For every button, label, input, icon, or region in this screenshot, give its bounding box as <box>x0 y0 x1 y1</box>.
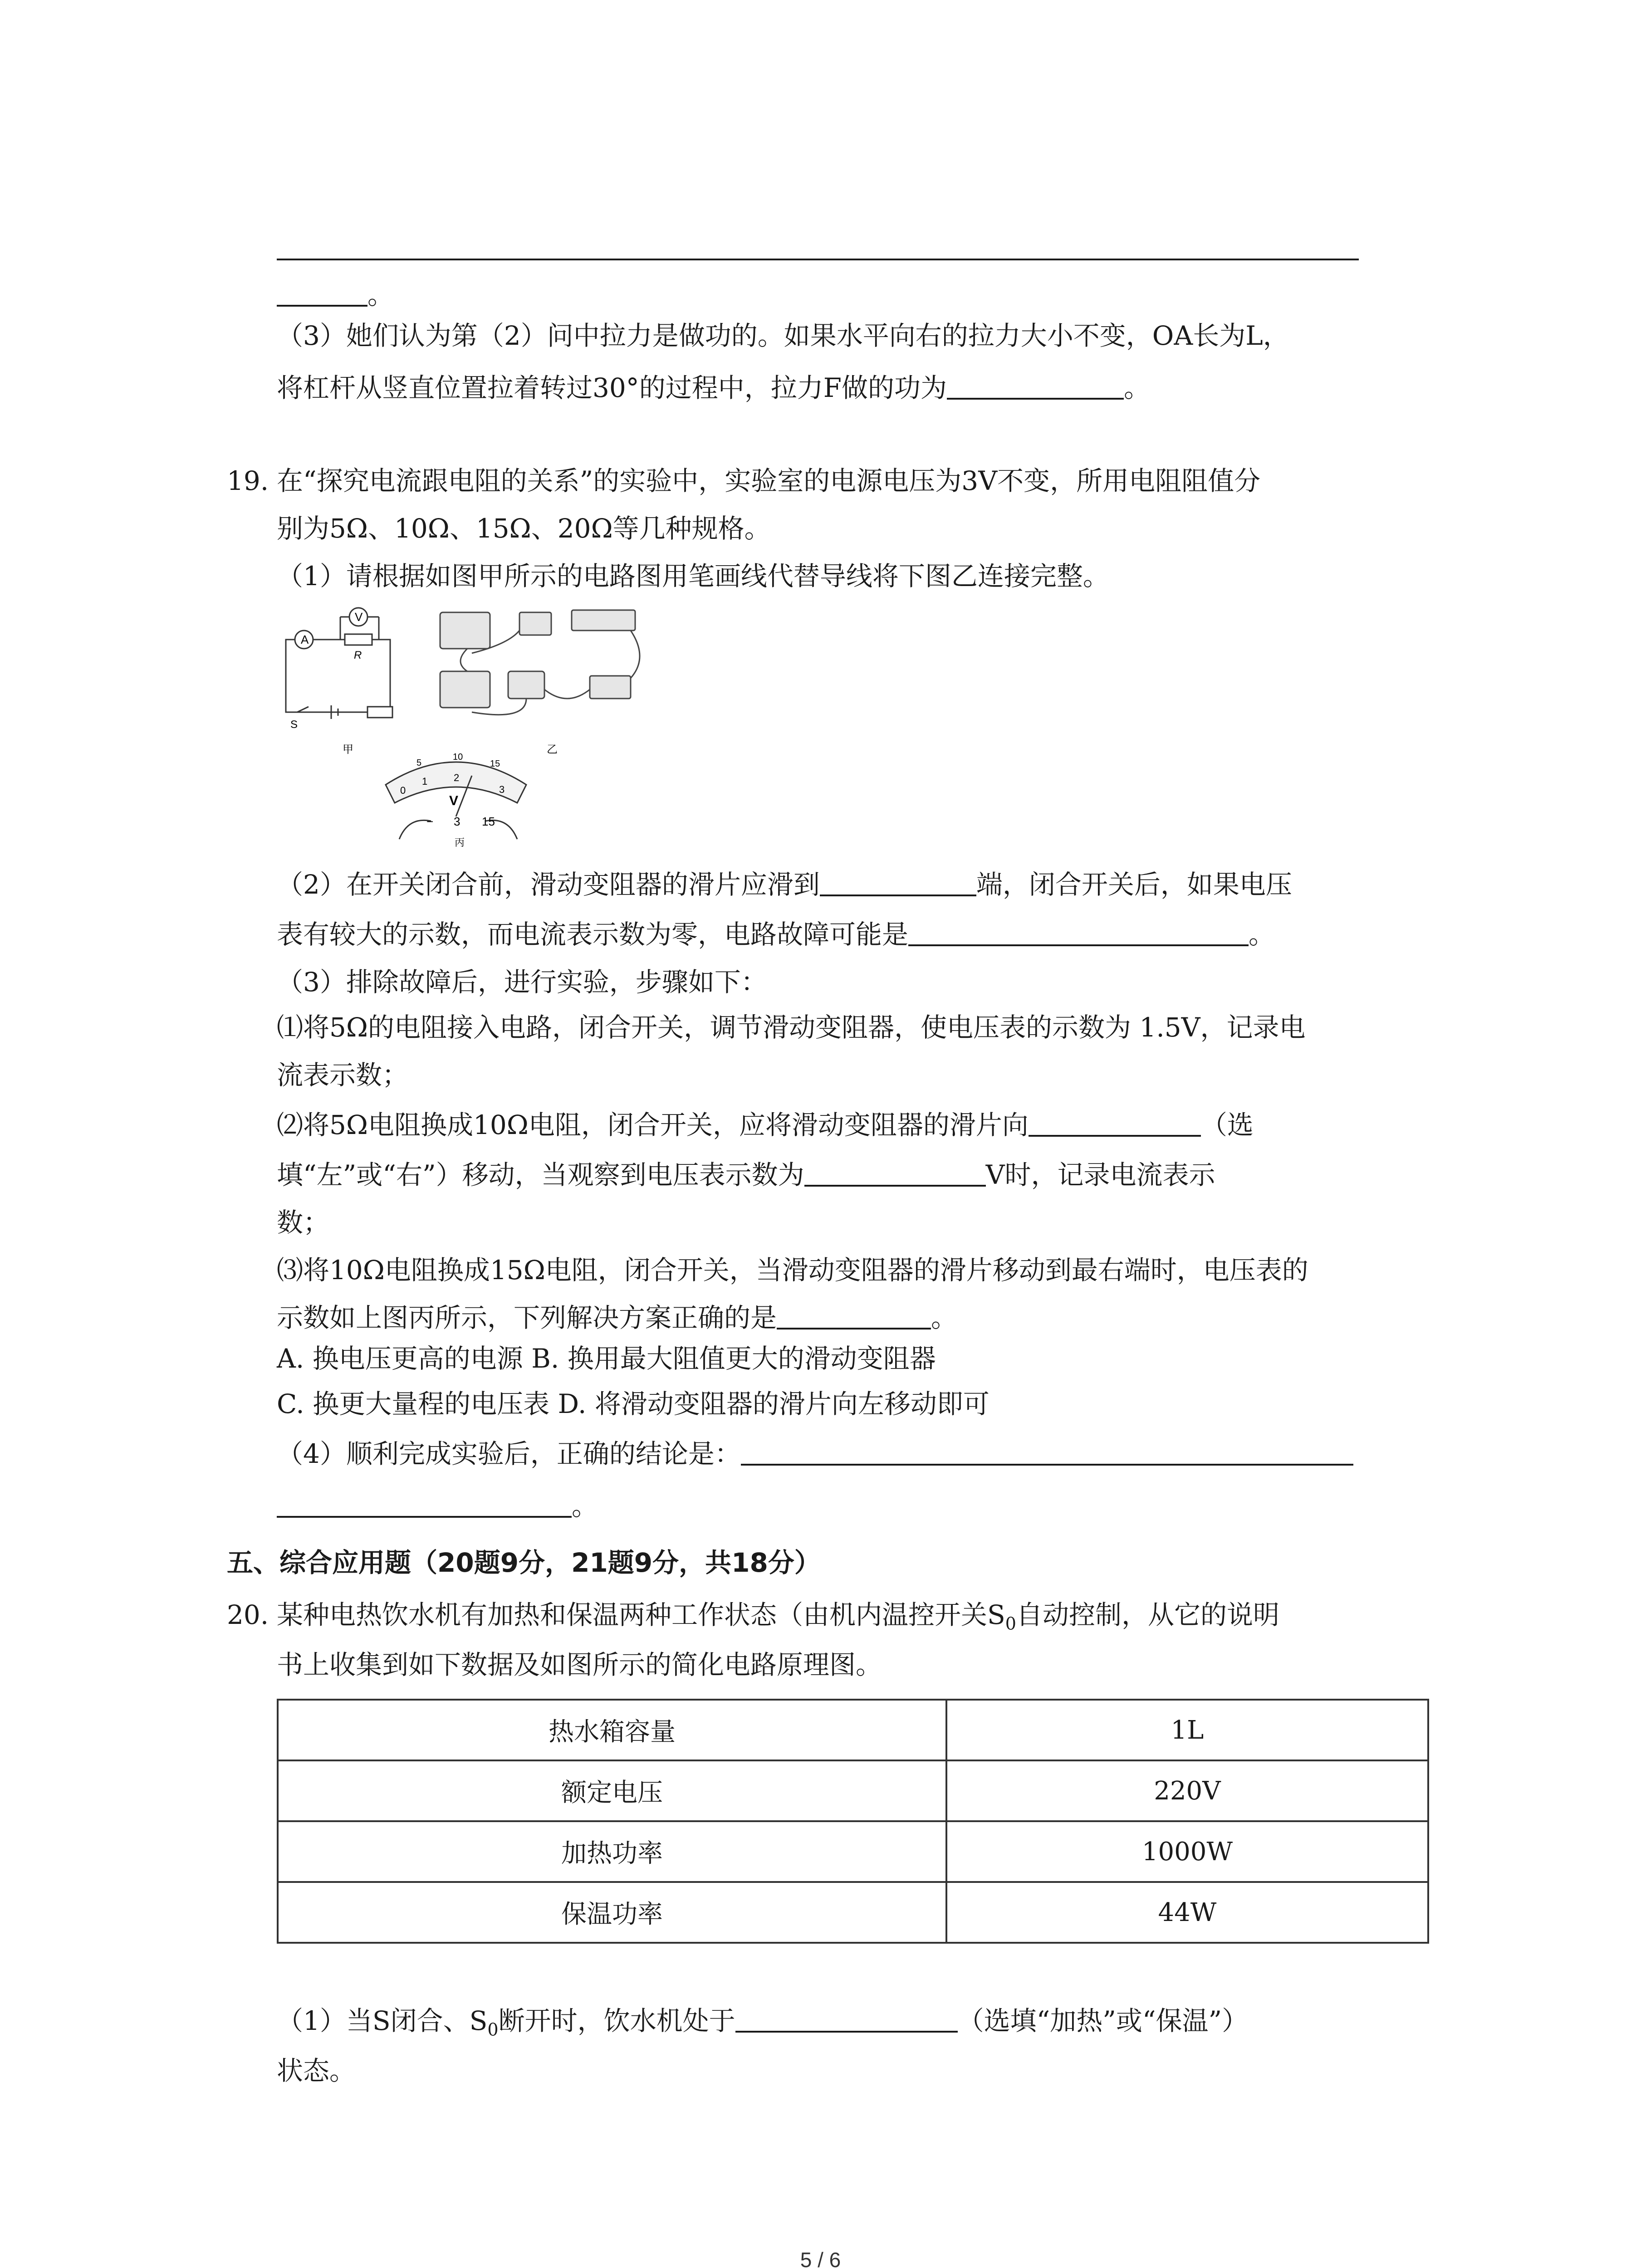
answer-blank <box>735 2003 958 2033</box>
question-number: 20. <box>227 1599 269 1630</box>
table-cell-value: 1000W <box>946 1821 1428 1882</box>
circuit-figure <box>272 603 644 857</box>
circuit-diagram-jia <box>286 608 392 719</box>
answer-blank <box>804 1157 986 1187</box>
figure-label-jia: 甲 <box>343 743 353 756</box>
equipment-photo-yi <box>440 610 640 715</box>
dial-scale-0: 0 <box>400 785 406 796</box>
section-heading: 五、综合应用题（20题9分，21题9分，共18分） <box>227 1547 821 1578</box>
q19-step3-line2: 示数如上图丙所示，下列解决方案正确的是 。 <box>277 1300 957 1336</box>
q19-part2-line1: （2）在开关闭合前，滑动变阻器的滑片应滑到 端，闭合开关后，如果电压 <box>277 866 1292 903</box>
q19-options-line2: C. 换更大量程的电压表 D. 将滑动变阻器的滑片向左移动即可 <box>277 1388 989 1419</box>
table-row <box>278 1882 1428 1943</box>
dial-scale-15: 15 <box>490 759 500 769</box>
table-cell-label: 保温功率 <box>278 1882 946 1943</box>
figure-label-bing: 丙 <box>455 837 465 848</box>
figure-label-yi: 乙 <box>547 743 558 756</box>
text-line: 。 <box>277 277 394 313</box>
answer-blank <box>741 1436 1353 1466</box>
q19-part1: （1）请根据如图甲所示的电路图用笔画线代替导线将下图乙连接完整。 <box>277 561 1109 591</box>
resistor-label: R <box>354 649 362 661</box>
terminal-15: 15 <box>482 815 495 828</box>
table-row <box>278 1700 1428 1760</box>
q19-part3: （3）排除故障后，进行实验，步骤如下： <box>277 967 767 997</box>
q19-stem-line1: 19. 在“探究电流跟电阻的关系”的实验中，实验室的电源电压为3V不变，所用电阻阻值分 <box>227 463 1260 499</box>
q19-step1-line2: 流表示数； <box>277 1060 409 1090</box>
q20-stem-line1: 20. 某种电热饮水机有加热和保温两种工作状态（由机内温控开关$S_0$自动控制，从它的说明 <box>227 1597 1279 1642</box>
switch-label: S <box>290 719 298 731</box>
table-cell-value: 1L <box>946 1700 1428 1760</box>
q18-part3-line1: （3）她们认为第（2）问中拉力是做功的。如果水平向右的拉力大小不变，OA长为L， <box>277 320 1289 351</box>
answer-blank <box>820 866 976 896</box>
q20-part1-line1: （1）当S闭合、$S_0$断开时，饮水机处于 （选填“加热”或“保温”） <box>277 2003 1248 2048</box>
dial-scale-10: 10 <box>453 752 463 762</box>
table-cell-value: 44W <box>946 1882 1428 1943</box>
answer-line <box>277 259 1359 260</box>
q19-step2-line3: 数； <box>277 1207 330 1238</box>
answer-blank <box>1029 1107 1201 1137</box>
dial-unit-v: V <box>449 793 459 808</box>
q19-step1-line1: ⑴将5Ω的电阻接入电路，闭合开关，调节滑动变阻器，使电压表的示数为 1.5V，记录电 <box>277 1012 1306 1043</box>
table-cell-label: 加热功率 <box>278 1821 946 1882</box>
q19-stem-line2: 别为5Ω、10Ω、15Ω、20Ω等几种规格。 <box>277 513 771 544</box>
dial-scale-3: 3 <box>499 784 505 795</box>
table-cell-label: 额定电压 <box>278 1760 946 1821</box>
q20-part1-line2: 状态。 <box>277 2055 356 2086</box>
answer-blank <box>777 1300 931 1330</box>
question-number: 19. <box>227 465 269 496</box>
q18-part3-line2: 将杠杆从竖直位置拉着转过30°的过程中，拉力F做的功为 。 <box>277 370 1150 406</box>
q20-stem-line2: 书上收集到如下数据及如图所示的简化电路原理图。 <box>277 1649 882 1680</box>
table-row <box>278 1821 1428 1882</box>
table-cell-value: 220V <box>946 1760 1428 1821</box>
terminal-3: 3 <box>454 815 460 828</box>
voltmeter-label: V <box>355 610 363 624</box>
answer-blank <box>947 370 1124 400</box>
answer-blank <box>277 1488 572 1518</box>
table-row <box>278 1760 1428 1821</box>
q19-part4-line2: 。 <box>277 1488 598 1524</box>
table-cell-label: 热水箱容量 <box>278 1700 946 1760</box>
spec-table <box>277 1699 1429 1944</box>
answer-blank <box>908 916 1249 946</box>
page-number: 5 / 6 <box>800 2248 841 2268</box>
terminal-minus: − <box>426 815 434 828</box>
dial-scale-1: 1 <box>422 776 428 787</box>
ammeter-label: A <box>301 633 309 646</box>
q19-step2-line1: ⑵将5Ω电阻换成10Ω电阻，闭合开关，应将滑动变阻器的滑片向 （选 <box>277 1107 1254 1143</box>
answer-blank <box>277 277 367 307</box>
dial-scale-5: 5 <box>416 758 422 768</box>
q19-options-line1: A. 换电压更高的电源 B. 换用最大阻值更大的滑动变阻器 <box>277 1343 936 1374</box>
q19-part2-line2: 表有较大的示数，而电流表示数为零，电路故障可能是 。 <box>277 916 1275 953</box>
q19-step3-line1: ⑶将10Ω电阻换成15Ω电阻，闭合开关，当滑动变阻器的滑片移动到最右端时，电压表的 <box>277 1255 1308 1286</box>
q19-step2-line2: 填“左”或“右”）移动，当观察到电压表示数为 V时，记录电流表示 <box>277 1157 1215 1193</box>
dial-scale-2: 2 <box>454 772 460 783</box>
q19-part4-line1: （4）顺利完成实验后，正确的结论是： <box>277 1436 1353 1472</box>
